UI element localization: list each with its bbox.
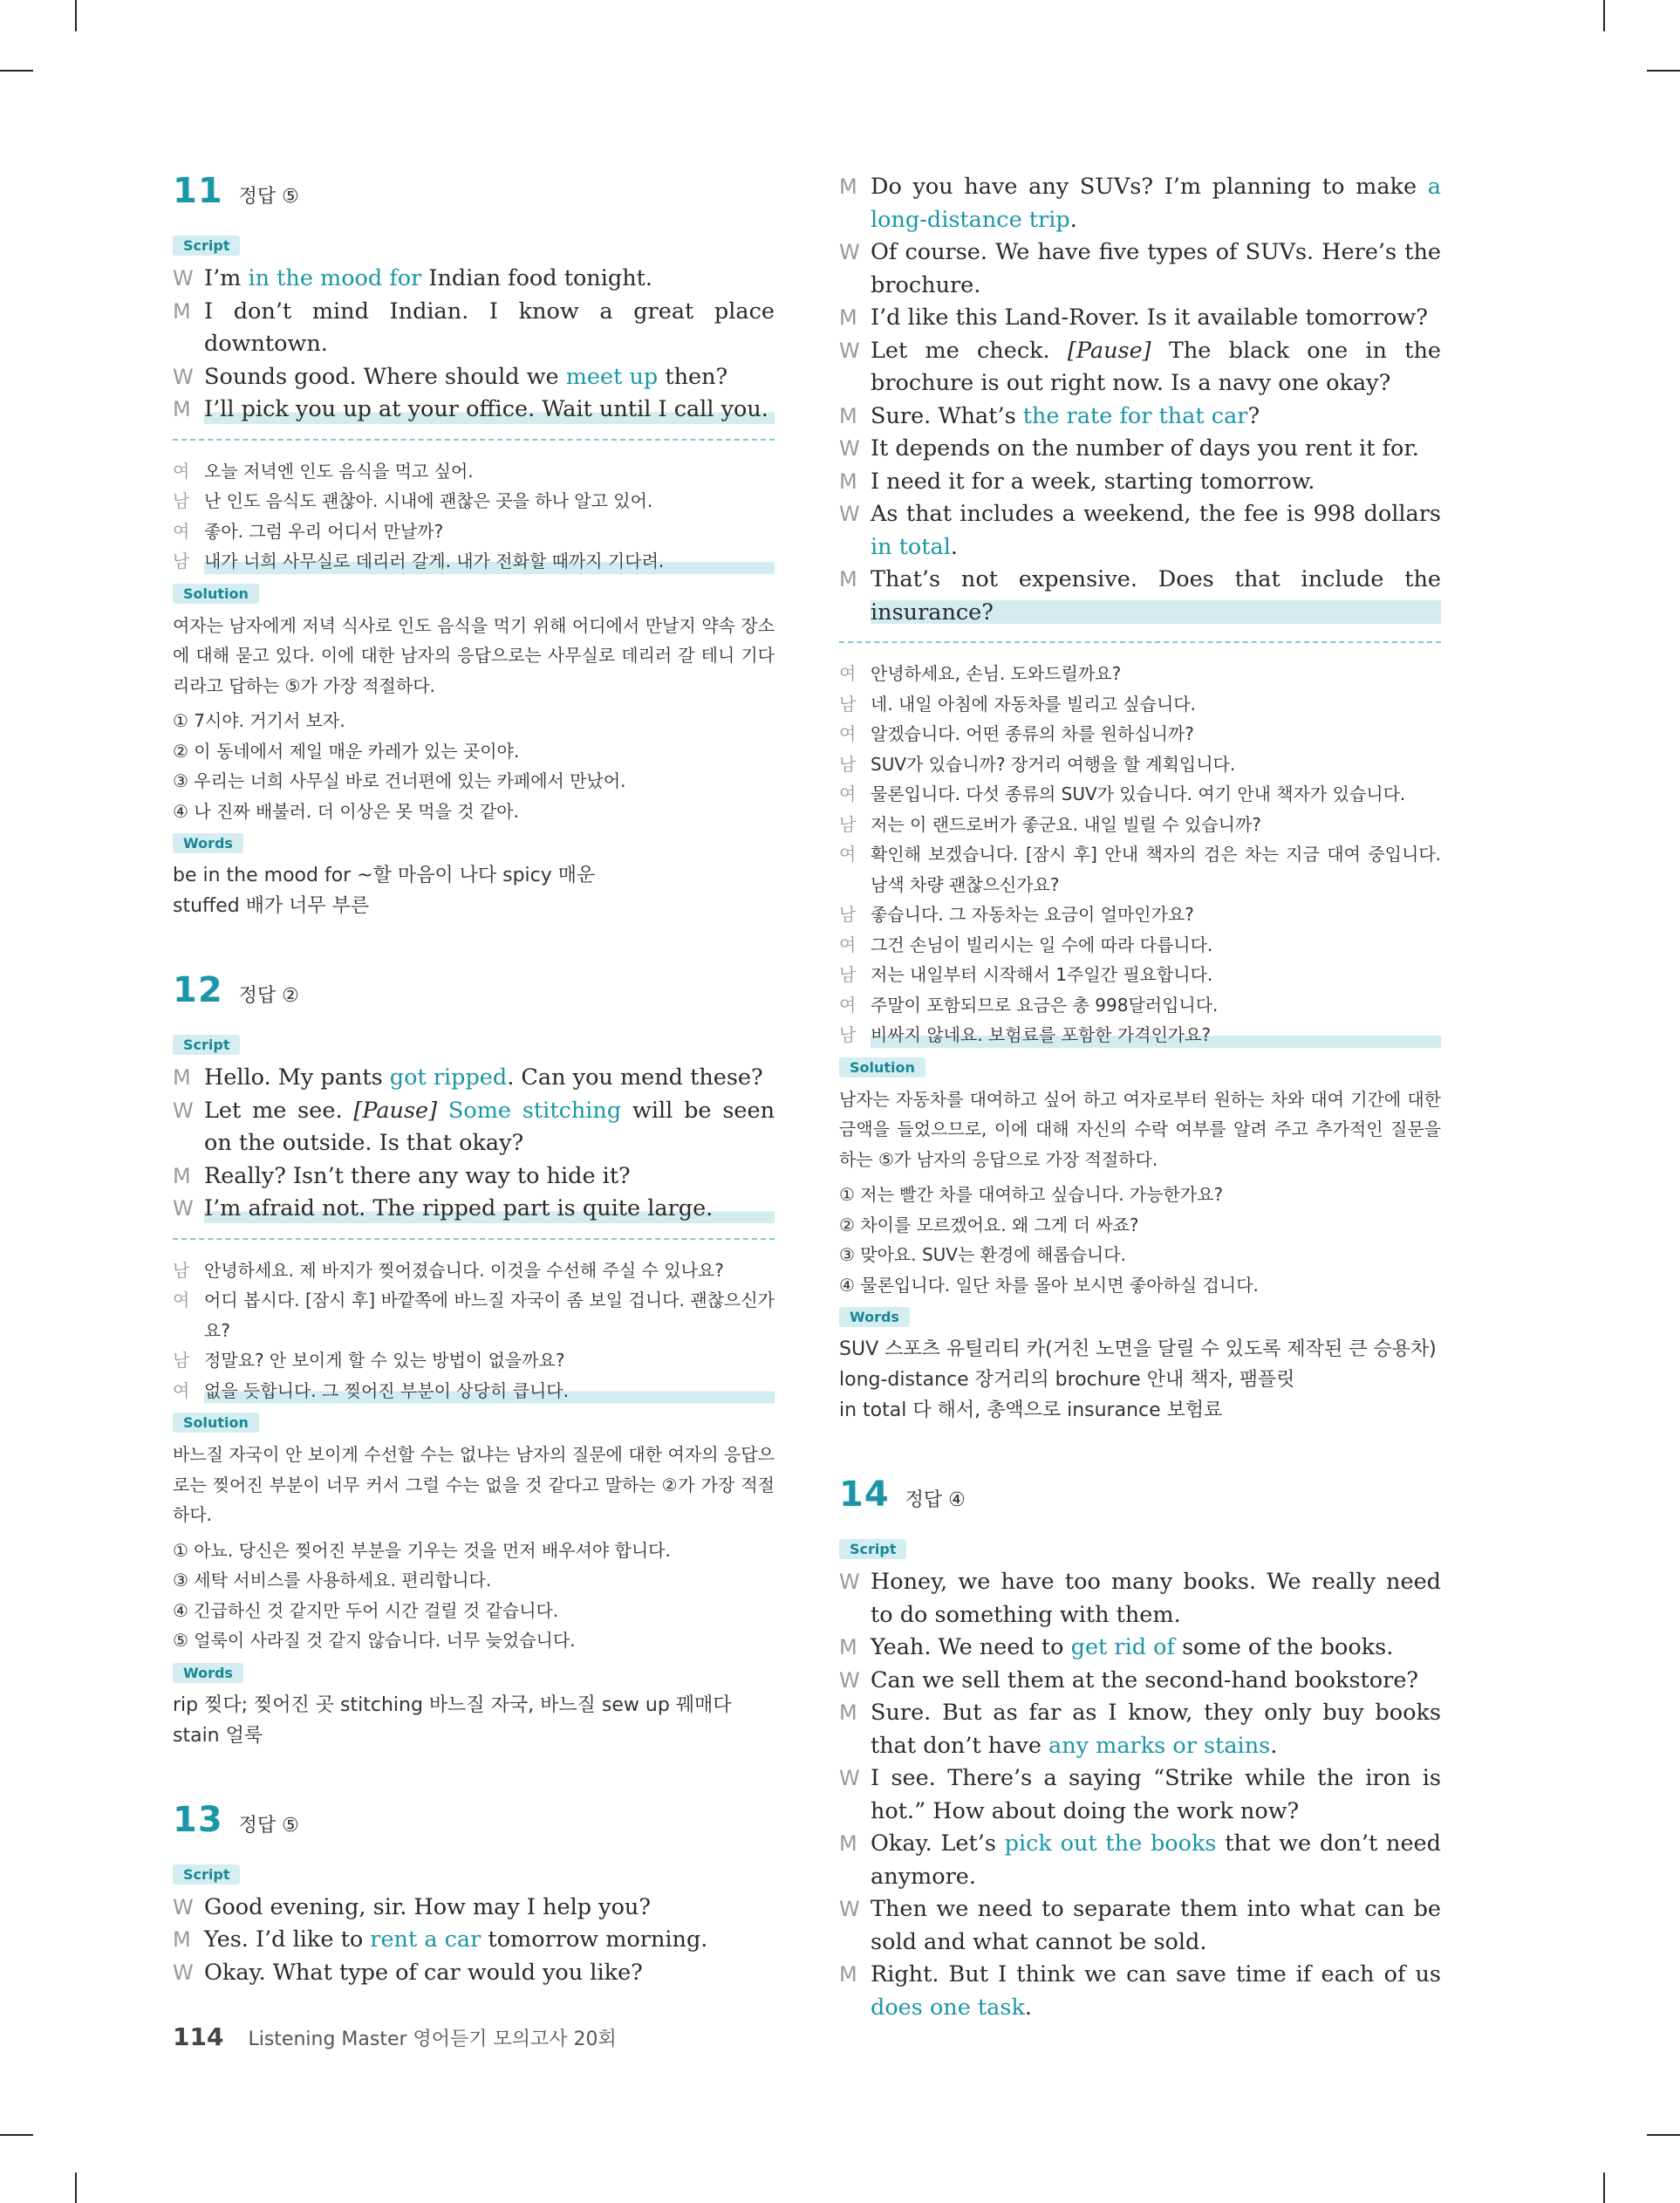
speaker-label: W xyxy=(839,240,860,264)
dialogue-text: Sure. But as far as I know, they only buy books that don’t have any marks or stains. xyxy=(871,1700,1441,1759)
answer-option: ① 저는 빨간 차를 대여하고 싶습니다. 가능한가요? xyxy=(839,1184,1224,1205)
translation-line xyxy=(839,839,1441,900)
speaker-label: 남 xyxy=(839,753,857,775)
speaker-label: W xyxy=(839,436,860,461)
dialogue-text: It depends on the number of days you rent it for. xyxy=(871,435,1419,462)
dialogue-text: As that includes a weekend, the fee is 998 dollars in total. xyxy=(871,501,1441,560)
dialogue-line xyxy=(839,1893,1441,1959)
dialogue-text: Then we need to separate them into what can be sold and what cannot be sold. xyxy=(871,1896,1441,1955)
question-number: 11 xyxy=(173,171,223,211)
dialogue-text: I’m in the mood for Indian food tonight. xyxy=(204,265,652,291)
speaker-label: W xyxy=(173,364,194,389)
script-tag: Script xyxy=(173,236,240,256)
question-14 xyxy=(839,1474,1441,2024)
translation-text: 주말이 포함되므로 요금은 총 998달러입니다. xyxy=(871,994,1219,1016)
dialogue-text: I’d like this Land-Rover. Is it available tomorrow? xyxy=(871,304,1428,331)
translation-line xyxy=(839,930,1441,961)
script-dialogue xyxy=(839,171,1441,629)
speaker-label: W xyxy=(839,1570,860,1594)
speaker-label: 남 xyxy=(839,1024,857,1045)
vocabulary-list xyxy=(839,1334,1441,1426)
speaker-label: W xyxy=(173,266,194,291)
dashed-divider xyxy=(173,439,775,441)
question-number: 13 xyxy=(173,1799,223,1840)
words-tag: Words xyxy=(173,1663,243,1683)
answer-option: ② 차이를 모르겠어요. 왜 그게 더 싸죠? xyxy=(839,1214,1139,1235)
left-column xyxy=(173,171,775,1989)
answer-options xyxy=(173,1536,775,1656)
dialogue-line xyxy=(839,335,1441,400)
translation-line xyxy=(839,659,1441,689)
translation-text: 내가 너희 사무실로 데리러 갈게. 내가 전화할 때까지 기다려. xyxy=(204,546,775,577)
dialogue-line xyxy=(839,564,1441,629)
question-13-continued xyxy=(839,171,1441,1426)
answer-option: ① 7시야. 거기서 보자. xyxy=(173,710,345,731)
speaker-label: M xyxy=(173,1163,191,1188)
crop-mark xyxy=(75,2172,77,2203)
dialogue-line xyxy=(839,433,1441,466)
script-dialogue xyxy=(839,1566,1441,2024)
translation-text: 정말요? 안 보이게 할 수 있는 방법이 없을까요? xyxy=(204,1350,565,1371)
korean-translation xyxy=(173,1255,775,1406)
question-number: 14 xyxy=(839,1474,890,1515)
solution-tag: Solution xyxy=(839,1057,925,1078)
solution-text: 바느질 자국이 안 보이게 수선할 수는 없냐는 남자의 질문에 대한 여자의 응답으로는 찢어진 부분이 너무 커서 그럴 수는 없을 것 같다고 말하는 ②가 가장 적절하다. xyxy=(173,1444,775,1525)
dialogue-text: Sure. What’s the rate for that car? xyxy=(871,402,1260,429)
speaker-label: 남 xyxy=(839,813,857,835)
dialogue-text: Good evening, sir. How may I help you? xyxy=(204,1893,652,1920)
dialogue-text: Okay. Let’s pick out the books that we don’t need anymore. xyxy=(871,1830,1441,1890)
crop-mark xyxy=(1647,70,1680,72)
korean-translation xyxy=(839,659,1441,1050)
translation-text: 확인해 보겠습니다. [잠시 후] 안내 책자의 검은 차는 지금 대여 중입니다. 남색 차량 괜찮으신가요? xyxy=(871,844,1441,895)
answer-option: ③ 우리는 너희 사무실 바로 건너편에 있는 카페에서 만났어. xyxy=(173,770,626,791)
speaker-label: 여 xyxy=(839,723,857,744)
translation-line xyxy=(839,900,1441,930)
answer-option: ① 아뇨. 당신은 찢어진 부분을 기우는 것을 먼저 배우셔야 합니다. xyxy=(173,1539,671,1561)
speaker-label: 남 xyxy=(173,490,190,511)
dialogue-text: Do you have any SUVs? I’m planning to make a long-distance trip. xyxy=(871,174,1441,233)
dialogue-line xyxy=(173,1160,775,1194)
dialogue-line xyxy=(839,1762,1441,1828)
vocabulary-list xyxy=(173,860,775,921)
dialogue-line xyxy=(173,1957,775,1990)
vocabulary-item: SUV 스포츠 유틸리티 카(거친 노면을 달릴 수 있도록 제작된 큰 승용차) xyxy=(839,1338,1437,1360)
speaker-label: W xyxy=(173,1196,194,1221)
dialogue-line xyxy=(839,1959,1441,2024)
right-column xyxy=(839,171,1441,2024)
speaker-label: M xyxy=(839,305,857,330)
dialogue-line xyxy=(173,263,775,296)
script-tag: Script xyxy=(839,1539,906,1559)
answer-option: ③ 맞아요. SUV는 환경에 해롭습니다. xyxy=(839,1244,1126,1265)
vocabulary-item: in total 다 해서, 총액으로 insurance 보험료 xyxy=(839,1399,1223,1421)
translation-text: 안녕하세요. 제 바지가 찢어졌습니다. 이것을 수선해 주실 수 있나요? xyxy=(204,1259,724,1281)
dialogue-line xyxy=(839,1665,1441,1698)
speaker-label: 남 xyxy=(839,964,857,985)
script-tag: Script xyxy=(173,1864,240,1885)
answer-option: ③ 세탁 서비스를 사용하세요. 편리합니다. xyxy=(173,1570,492,1591)
korean-translation xyxy=(173,456,775,577)
translation-text: 좋아. 그럼 우리 어디서 만날까? xyxy=(204,520,444,542)
translation-text: 없을 듯합니다. 그 찢어진 부분이 상당히 큽니다. xyxy=(204,1376,775,1406)
answer-option: ④ 나 진짜 배불러. 더 이상은 못 먹을 것 같아. xyxy=(173,800,519,822)
question-header xyxy=(839,1474,1441,1515)
translation-text: 안녕하세요, 손님. 도와드릴까요? xyxy=(871,663,1122,684)
dialogue-text: Honey, we have too many books. We really need to do something with them. xyxy=(871,1569,1441,1628)
dialogue-text: Let me check. [Pause] The black one in the brochure is out right now. Is a navy one okay? xyxy=(871,337,1441,396)
script-dialogue xyxy=(173,1062,775,1226)
answer-option: ⑤ 얼룩이 사라질 것 같지 않습니다. 너무 늦었습니다. xyxy=(173,1630,576,1651)
speaker-label: M xyxy=(839,567,857,592)
translation-line xyxy=(839,960,1441,990)
solution-text: 여자는 남자에게 저녁 식사로 인도 음식을 먹기 위해 어디에서 만날지 약속 장소에 대해 묻고 있다. 이에 대한 남자의 응답으로는 사무실로 데리러 갈 테니 기다리라고 답하는 ⑤가 가장 적절하다. xyxy=(173,614,775,696)
dialogue-text: Sounds good. Where should we meet up then? xyxy=(204,363,728,390)
answer-option: ④ 긴급하신 것 같지만 두어 시간 걸릴 것 같습니다. xyxy=(173,1599,559,1621)
question-header xyxy=(173,970,775,1010)
question-number: 12 xyxy=(173,970,223,1010)
words-tag: Words xyxy=(839,1307,910,1327)
answer-options xyxy=(173,706,775,826)
speaker-label: 여 xyxy=(839,663,857,684)
speaker-label: M xyxy=(173,397,191,421)
translation-text: 오늘 저녁엔 인도 음식을 먹고 싶어. xyxy=(204,460,474,482)
vocabulary-list xyxy=(173,1690,775,1751)
words-tag: Words xyxy=(173,833,243,853)
translation-text: 좋습니다. 그 자동차는 요금이 얼마인가요? xyxy=(871,904,1194,925)
translation-text: SUV가 있습니까? 장거리 여행을 할 계획입니다. xyxy=(871,753,1236,775)
script-tag: Script xyxy=(173,1035,240,1055)
speaker-label: W xyxy=(173,1960,194,1985)
crop-mark xyxy=(0,70,33,72)
solution-tag: Solution xyxy=(173,584,259,604)
speaker-label: 여 xyxy=(173,460,190,482)
dialogue-text: Can we sell them at the second-hand bookstore? xyxy=(871,1666,1419,1693)
dialogue-line xyxy=(839,236,1441,302)
dialogue-line xyxy=(173,1193,775,1226)
translation-line xyxy=(839,779,1441,810)
dialogue-text: Yes. I’d like to rent a car tomorrow morning. xyxy=(204,1926,708,1953)
dialogue-text: I need it for a week, starting tomorrow. xyxy=(871,468,1315,495)
speaker-label: W xyxy=(839,338,860,363)
page-number: 114 xyxy=(173,2022,224,2051)
crop-mark xyxy=(0,2134,33,2136)
translation-line xyxy=(173,546,775,577)
speaker-label: 여 xyxy=(839,934,857,955)
dialogue-text: Yeah. We need to get rid of some of the books. xyxy=(871,1634,1394,1660)
speaker-label: M xyxy=(839,403,857,428)
speaker-label: 남 xyxy=(173,551,190,571)
dialogue-line xyxy=(173,296,775,361)
dialogue-line xyxy=(173,1095,775,1160)
dialogue-text: I see. There’s a saying “Strike while the iron is hot.” How about doing the work now? xyxy=(871,1765,1441,1824)
speaker-label: M xyxy=(839,469,857,494)
speaker-label: 여 xyxy=(173,520,190,542)
dialogue-text: I’m afraid not. The ripped part is quite large. xyxy=(204,1193,775,1226)
dialogue-line xyxy=(839,1697,1441,1762)
speaker-label: 남 xyxy=(839,904,857,925)
dialogue-text: Right. But I think we can save time if each of us does one task. xyxy=(871,1961,1441,2021)
dialogue-line xyxy=(173,393,775,427)
crop-mark xyxy=(75,0,77,31)
dialogue-text: Okay. What type of car would you like? xyxy=(204,1959,643,1986)
answer-option: ② 이 동네에서 제일 매운 카레가 있는 곳이야. xyxy=(173,740,520,762)
translation-line xyxy=(173,456,775,487)
speaker-label: W xyxy=(839,1766,860,1790)
translation-line xyxy=(173,517,775,547)
speaker-label: M xyxy=(839,1700,857,1725)
speaker-label: W xyxy=(173,1098,194,1123)
translation-line xyxy=(173,1376,775,1406)
translation-text: 알겠습니다. 어떤 종류의 차를 원하십니까? xyxy=(871,723,1194,744)
translation-text: 비싸지 않네요. 보험료를 포함한 가격인가요? xyxy=(871,1020,1441,1050)
translation-line xyxy=(839,1020,1441,1050)
translation-text: 그건 손님이 빌리시는 일 수에 따라 다릅니다. xyxy=(871,934,1213,955)
dialogue-text: Let me see. [Pause] Some stitching will be seen on the outside. Is that okay? xyxy=(204,1097,775,1156)
dialogue-text: Of course. We have five types of SUVs. Here’s the brochure. xyxy=(871,239,1441,298)
solution-tag: Solution xyxy=(173,1413,259,1433)
dialogue-line xyxy=(839,466,1441,499)
translation-text: 물론입니다. 다섯 종류의 SUV가 있습니다. 여기 안내 책자가 있습니다. xyxy=(871,783,1406,804)
translation-line xyxy=(173,1285,775,1345)
speaker-label: M xyxy=(173,1065,191,1090)
dialogue-text: I’ll pick you up at your office. Wait until I call you. xyxy=(204,393,775,427)
answer-label: 정답 ⑤ xyxy=(238,1814,299,1837)
speaker-label: 여 xyxy=(173,1379,190,1401)
dialogue-line xyxy=(839,302,1441,335)
script-dialogue xyxy=(173,263,775,427)
dialogue-line xyxy=(173,1924,775,1957)
answer-label: 정답 ② xyxy=(238,985,299,1007)
solution-text: 남자는 자동차를 대여하고 싶어 하고 여자로부터 원하는 차와 대여 기간에 대한 금액을 들었으므로, 이에 대해 자신의 수락 여부를 알려 주고 추가적인 질문을 하는 ⑤가 남자의 응답으로 가장 적절하다. xyxy=(839,1088,1441,1170)
dialogue-line xyxy=(839,1632,1441,1665)
answer-label: 정답 ④ xyxy=(905,1489,966,1511)
vocabulary-item: stuffed 배가 너무 부른 xyxy=(173,895,370,917)
dialogue-text: That’s not expensive. Does that include the insurance? xyxy=(871,564,1441,629)
vocabulary-item: rip 찢다; 찢어진 곳 stitching 바느질 자국, 바느질 sew up 꿰매다 xyxy=(173,1693,732,1716)
speaker-label: M xyxy=(839,1962,857,1987)
dialogue-text: Really? Isn’t there any way to hide it? xyxy=(204,1162,631,1189)
vocabulary-item: stain 얼룩 xyxy=(173,1724,263,1747)
dashed-divider xyxy=(839,641,1441,643)
speaker-label: M xyxy=(839,1831,857,1856)
speaker-label: M xyxy=(173,1927,191,1952)
question-header xyxy=(173,171,775,211)
dialogue-line xyxy=(839,400,1441,434)
question-13 xyxy=(173,1800,775,1990)
crop-mark xyxy=(1603,0,1605,31)
dialogue-line xyxy=(173,1062,775,1095)
speaker-label: W xyxy=(839,1897,860,1921)
dialogue-text: I don’t mind Indian. I know a great place downtown. xyxy=(204,298,775,357)
question-header xyxy=(173,1800,775,1840)
vocabulary-item: be in the mood for ~할 마음이 나다 spicy 매운 xyxy=(173,865,596,886)
answer-options xyxy=(839,1180,1441,1300)
translation-line xyxy=(173,1255,775,1286)
translation-text: 저는 이 랜드로버가 좋군요. 내일 빌릴 수 있습니까? xyxy=(871,813,1261,835)
speaker-label: M xyxy=(173,298,191,324)
translation-line xyxy=(839,749,1441,780)
dialogue-line xyxy=(839,498,1441,564)
script-dialogue xyxy=(173,1892,775,1990)
question-12 xyxy=(173,970,775,1751)
speaker-label: 여 xyxy=(839,994,857,1016)
dialogue-line xyxy=(173,1892,775,1925)
answer-label: 정답 ⑤ xyxy=(238,186,299,208)
translation-line xyxy=(173,486,775,517)
vocabulary-item: long-distance 장거리의 brochure 안내 책자, 팸플릿 xyxy=(839,1369,1295,1391)
crop-mark xyxy=(1647,2134,1680,2136)
speaker-label: 남 xyxy=(173,1350,190,1371)
speaker-label: W xyxy=(173,1894,194,1919)
speaker-label: 남 xyxy=(839,693,857,715)
speaker-label: 여 xyxy=(173,1290,190,1310)
speaker-label: 남 xyxy=(173,1259,190,1281)
translation-line xyxy=(839,990,1441,1021)
translation-text: 네. 내일 아침에 자동차를 빌리고 싶습니다. xyxy=(871,693,1196,715)
crop-mark xyxy=(1603,2172,1605,2203)
translation-text: 난 인도 음식도 괜찮아. 시내에 괜찮은 곳을 하나 알고 있어. xyxy=(204,490,653,511)
page-footer xyxy=(173,2022,617,2051)
translation-text: 저는 내일부터 시작해서 1주일간 필요합니다. xyxy=(871,964,1213,985)
book-title: Listening Master 영어듣기 모의고사 20회 xyxy=(248,2029,617,2050)
translation-line xyxy=(839,719,1441,749)
translation-line xyxy=(173,1345,775,1376)
speaker-label: M xyxy=(839,174,857,199)
translation-text: 어디 봅시다. [잠시 후] 바깥쪽에 바느질 자국이 좀 보일 겁니다. 괜찮으신가요? xyxy=(204,1290,775,1341)
speaker-label: M xyxy=(839,1635,857,1659)
speaker-label: W xyxy=(839,1667,860,1693)
translation-line xyxy=(839,810,1441,840)
dashed-divider xyxy=(173,1238,775,1240)
dialogue-text: Hello. My pants got ripped. Can you mend these? xyxy=(204,1064,763,1091)
answer-option: ④ 물론입니다. 일단 차를 몰아 보시면 좋아하실 겁니다. xyxy=(839,1274,1259,1296)
dialogue-line xyxy=(173,361,775,394)
speaker-label: 여 xyxy=(839,844,857,865)
dialogue-line xyxy=(839,1828,1441,1893)
dialogue-line xyxy=(839,1566,1441,1632)
speaker-label: 여 xyxy=(839,783,857,804)
speaker-label: W xyxy=(839,502,860,526)
question-11 xyxy=(173,171,775,921)
translation-line xyxy=(839,689,1441,720)
dialogue-line xyxy=(839,171,1441,236)
